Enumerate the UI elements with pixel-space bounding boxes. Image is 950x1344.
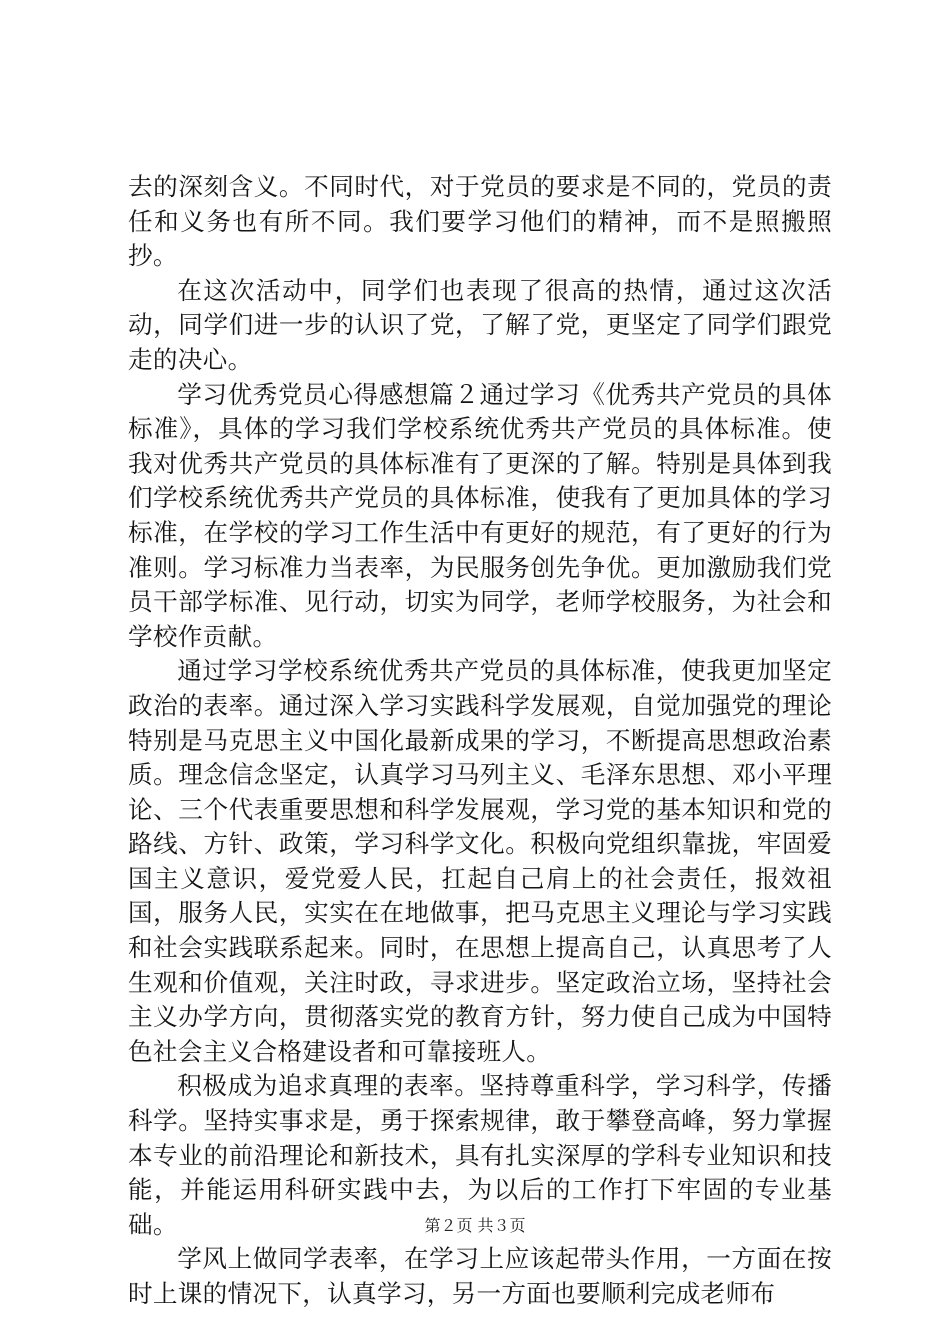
document-body <box>128 170 832 1312</box>
paragraph-3: 学习优秀党员心得感想篇２通过学习《优秀共产党员的具体标准》，具体的学习我们学校系统优秀共产党员的具体标准。使我对优秀共产党员的具体标准有了更深的了解。特别是具体到我们学校系统优秀共产党员的具体标准，使我有了更加具体的学习标准，在学校的学习工作生活中有更好的规范，有了更好的行为准则。学习标准力当表率，为民服务创先争优。更加激励我们党员干部学标准、见行动，切实为同学，老师学校服务，为社会和学校作贡献。 <box>128 379 832 651</box>
paragraph-6: 学风上做同学表率，在学习上应该起带头作用，一方面在按时上课的情况下，认真学习，另一方面也要顺利完成老师布 <box>128 1244 832 1308</box>
paragraph-5: 积极成为追求真理的表率。坚持尊重科学，学习科学，传播科学。坚持实事求是，勇于探索规律，敢于攀登高峰，努力掌握本专业的前沿理论和新技术，具有扎实深厚的学科专业知识和技能，并能运用科研实践中去，为以后的工作打下牢固的专业基础。 <box>128 1071 832 1239</box>
paragraph-1: 去的深刻含义。不同时代，对于党员的要求是不同的，党员的责任和义务也有所不同。我们要学习他们的精神，而不是照搬照抄。 <box>128 172 832 271</box>
paragraph-4: 通过学习学校系统优秀共产党员的具体标准，使我更加坚定政治的表率。通过深入学习实践科学发展观，自觉加强党的理论特别是马克思主义中国化最新成果的学习，不断提高思想政治素质。理念信念坚定，认真学习马列主义、毛泽东思想、邓小平理论、三个代表重要思想和科学发展观，学习党的基本知识和党的路线、方针、政策，学习科学文化。积极向党组织靠拢，牢固爱国主义意识，爱党爱人民，扛起自己肩上的社会责任，报效祖国，服务人民，实实在在地做事，把马克思主义理论与学习实践和社会实践联系起来。同时，在思想上提高自己，认真思考了人生观和价值观，关注时政，寻求进步。坚定政治立场，坚持社会主义办学方向，贯彻落实党的教育方针，努力使自己成为中国特色社会主义合格建设者和可靠接班人。 <box>128 656 832 1066</box>
page-footer: 第２页 共３页 <box>424 1216 526 1235</box>
paragraph-2: 在这次活动中，同学们也表现了很高的热情，通过这次活动，同学们进一步的认识了党，了解了党，更坚定了同学们跟党走的决心。 <box>128 275 832 374</box>
